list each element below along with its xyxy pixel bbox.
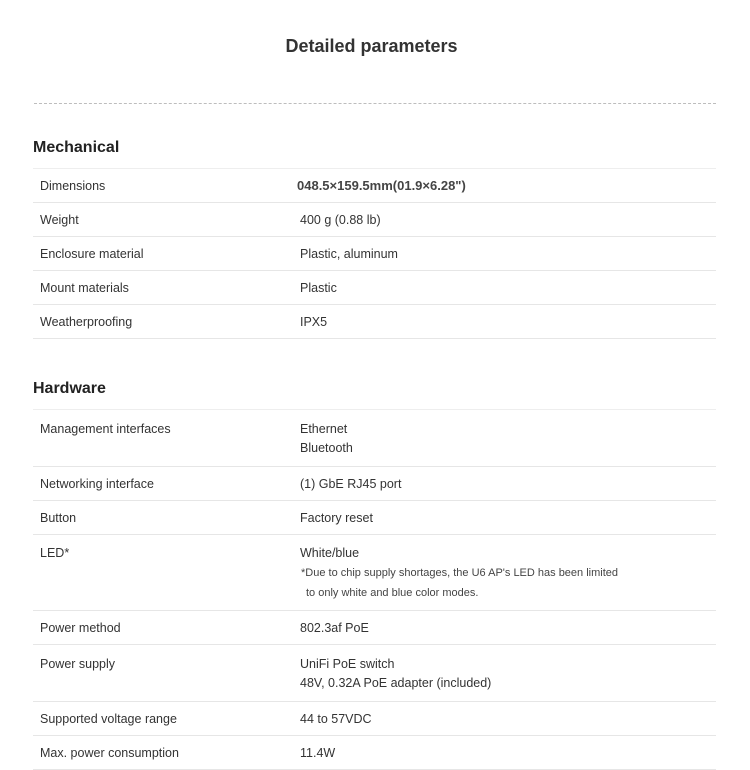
spec-row-weight	[33, 203, 716, 237]
spec-label: Networking interface	[40, 476, 154, 491]
spec-label: Dimensions	[40, 178, 106, 193]
section-title-mechanical: Mechanical	[33, 136, 716, 169]
mechanical-section	[33, 136, 716, 339]
page-title: Detailed parameters	[285, 36, 458, 56]
led-footnote: *Due to chip supply shortages, the U6 AP's LED has been limited	[301, 567, 619, 579]
led-footnote: to only white and blue color modes.	[306, 587, 479, 599]
spec-label: Mount materials	[40, 280, 129, 295]
spec-label: Weatherproofing	[40, 314, 133, 329]
spec-value: Plastic, aluminum	[300, 246, 398, 261]
dashed-divider	[34, 103, 716, 104]
spec-row-management-interfaces	[33, 410, 716, 467]
spec-row-power-supply	[33, 645, 716, 702]
spec-label: Management interfaces	[40, 422, 171, 436]
spec-row-weatherproofing	[33, 305, 716, 339]
section-title-hardware: Hardware	[33, 377, 716, 410]
spec-value: Plastic	[300, 280, 337, 295]
spec-label: Power method	[40, 620, 121, 635]
spec-row-led	[33, 535, 716, 611]
spec-row-power-method	[33, 611, 716, 645]
spec-row-button	[33, 501, 716, 535]
spec-row-dimensions	[33, 169, 716, 203]
spec-row-max-power-consumption	[33, 736, 716, 770]
spec-label: Button	[40, 510, 77, 525]
spec-value: White/blue	[300, 546, 360, 560]
spec-label: Power supply	[40, 657, 116, 671]
spec-label: Weight	[40, 212, 79, 227]
spec-row-supported-voltage-range	[33, 702, 716, 736]
hardware-section	[33, 377, 716, 770]
spec-value: 048.5×159.5mm(01.9×6.28")	[297, 178, 466, 193]
spec-label: Max. power consumption	[40, 745, 179, 760]
spec-value: Bluetooth	[300, 441, 353, 455]
spec-row-networking-interface	[33, 467, 716, 501]
spec-value: 44 to 57VDC	[300, 711, 372, 726]
spec-value: UniFi PoE switch	[300, 657, 395, 671]
spec-label: LED*	[40, 546, 70, 560]
spec-row-enclosure-material	[33, 237, 716, 271]
spec-value: (1) GbE RJ45 port	[300, 476, 402, 491]
spec-value: 802.3af PoE	[300, 620, 369, 635]
spec-value: IPX5	[300, 314, 328, 329]
spec-row-mount-materials	[33, 271, 716, 305]
spec-value: 11.4W	[300, 745, 336, 760]
spec-value: 400 g (0.88 lb)	[300, 212, 381, 227]
spec-value: Ethernet	[300, 422, 348, 436]
spec-label: Enclosure material	[40, 246, 144, 261]
spec-value: Factory reset	[300, 510, 373, 525]
spec-value: 48V, 0.32A PoE adapter (included)	[300, 676, 492, 690]
spec-label: Supported voltage range	[40, 711, 177, 726]
